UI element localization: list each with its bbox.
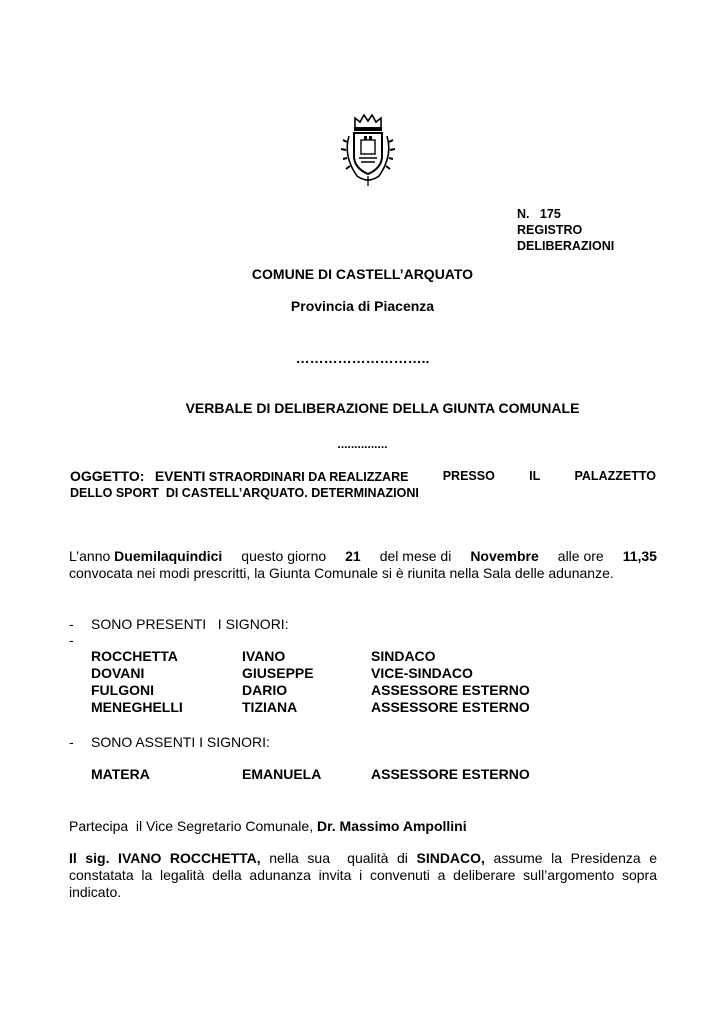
anno-prefix: L’anno bbox=[69, 548, 111, 564]
dotted-separator-small: ............... bbox=[337, 437, 388, 451]
member-name: GIUSEPPE bbox=[242, 665, 314, 681]
member-surname: MENEGHELLI bbox=[91, 699, 183, 715]
anno-year: Duemilaquindici bbox=[114, 548, 223, 564]
anno-questo: questo giorno bbox=[241, 548, 327, 564]
member-role: ASSESSORE ESTERNO bbox=[371, 699, 530, 715]
provincia-title: Provincia di Piacenza bbox=[290, 298, 435, 314]
segretario-name: Dr. Massimo Ampollini bbox=[316, 818, 467, 834]
member-name: DARIO bbox=[242, 682, 288, 698]
presidente-name: Il sig. IVANO ROCCHETTA, bbox=[69, 850, 261, 866]
table-row bbox=[91, 648, 530, 665]
member-surname: DOVANI bbox=[91, 665, 145, 681]
oggetto-line-1 bbox=[70, 468, 656, 485]
presenti-table bbox=[91, 648, 530, 716]
presidenza-paragraph bbox=[69, 850, 657, 901]
presidente-role: SINDACO, bbox=[416, 850, 485, 866]
oggetto-line-2: DELLO SPORT DI CASTELL’ARQUATO. DETERMINAZIONI bbox=[70, 486, 419, 500]
oggetto-word: PRESSO bbox=[442, 469, 495, 483]
partecipa-paragraph bbox=[69, 818, 657, 835]
anno-ore: alle ore bbox=[557, 548, 604, 564]
partecipa-text: Partecipa il Vice Segretario Comunale, bbox=[69, 818, 314, 834]
member-name: IVANO bbox=[242, 648, 286, 664]
member-role: ASSESSORE ESTERNO bbox=[371, 766, 530, 782]
member-role: VICE-SINDACO bbox=[371, 665, 473, 681]
anno-line-1 bbox=[69, 548, 657, 565]
list-dash: - bbox=[69, 632, 74, 648]
anno-line-2: convocata nei modi prescritti, la Giunta Comunale si è riunita nella Sala delle adunanze. bbox=[69, 565, 614, 581]
oggetto-word: EVENTI bbox=[154, 468, 206, 484]
registro-label: REGISTRO bbox=[517, 223, 583, 237]
presidenza-rest: assume la Presidenza e constatata la legalità della adunanza invita i convenuti a deliberare sull’argomento sopra indicato. bbox=[69, 850, 658, 900]
list-dash: - bbox=[69, 734, 74, 750]
table-row bbox=[91, 699, 530, 716]
member-surname: MATERA bbox=[91, 766, 150, 782]
oggetto-word: IL bbox=[529, 469, 541, 483]
member-role: SINDACO bbox=[371, 648, 436, 664]
anno-time: 11,35 bbox=[622, 548, 657, 564]
registro-number: N. 175 bbox=[517, 207, 561, 221]
member-surname: ROCCHETTA bbox=[91, 648, 178, 664]
presidenza-mid: nella sua qualità di bbox=[269, 850, 408, 866]
municipal-crest-icon bbox=[337, 112, 399, 188]
anno-paragraph bbox=[69, 548, 657, 582]
assenti-heading: SONO ASSENTI I SIGNORI: bbox=[91, 734, 270, 750]
dotted-separator: ……………………….. bbox=[295, 350, 430, 366]
anno-month: Novembre bbox=[470, 548, 539, 564]
member-name: EMANUELA bbox=[242, 766, 322, 782]
member-name: TIZIANA bbox=[242, 699, 298, 715]
verbale-title: VERBALE DI DELIBERAZIONE DELLA GIUNTA COMUNALE bbox=[185, 400, 580, 416]
oggetto-label: OGGETTO: bbox=[70, 468, 145, 484]
table-row bbox=[91, 766, 530, 783]
oggetto-word: PALAZZETTO bbox=[574, 469, 656, 483]
member-role: ASSESSORE ESTERNO bbox=[371, 682, 530, 698]
registro-block bbox=[517, 206, 614, 254]
deliberazioni-label: DELIBERAZIONI bbox=[517, 239, 615, 253]
anno-day: 21 bbox=[345, 548, 361, 564]
table-row bbox=[91, 665, 530, 682]
comune-title: COMUNE DI CASTELL’ARQUATO bbox=[251, 266, 474, 282]
oggetto-word: STRAORDINARI DA REALIZZARE bbox=[208, 470, 409, 484]
table-row bbox=[91, 682, 530, 699]
member-surname: FULGONI bbox=[91, 682, 154, 698]
assenti-table bbox=[91, 766, 530, 783]
list-dash: - bbox=[69, 616, 74, 632]
oggetto-section bbox=[70, 468, 656, 501]
anno-mese: del mese di bbox=[379, 548, 452, 564]
presenti-heading: SONO PRESENTI I SIGNORI: bbox=[91, 616, 289, 632]
